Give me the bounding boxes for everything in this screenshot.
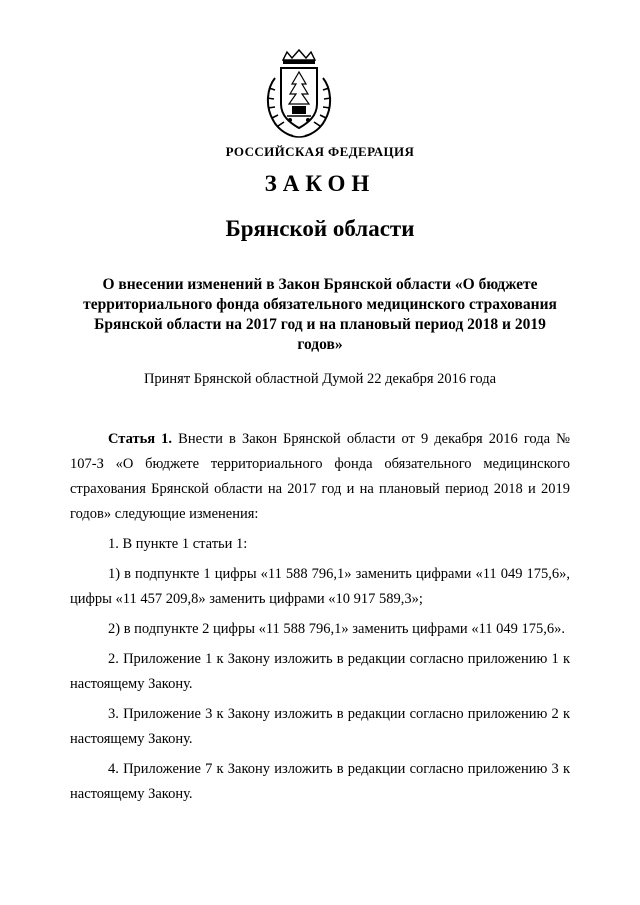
article-intro-paragraph: [70, 427, 570, 527]
article-item: 3. Приложение 3 к Закону изложить в редакции согласно приложению 2 к настоящему Закону.: [70, 706, 570, 747]
article-item: 2. Приложение 1 к Закону изложить в редакции согласно приложению 1 к настоящему Закону.: [70, 651, 570, 692]
article-item: 1. В пункте 1 статьи 1:: [108, 536, 248, 552]
article-body: [70, 427, 570, 807]
federation-heading: РОССИЙСКАЯ ФЕДЕРАЦИЯ: [225, 144, 415, 159]
article-intro-text: Внести в Закон Брянской области от 9 декабря 2016 года № 107-З «О бюджете территориального фонда обязательного медицинского страхования Брянской области на 2017 год и на плановый период 2018 и 2019 годов» следующие изменения:: [70, 431, 571, 522]
bryansk-coat-of-arms-icon: [261, 48, 337, 140]
law-title: О внесении изменений в Закон Брянской области «О бюджете территориального фонда обязательного медицинского страхования Брянской области на 2017 год и на плановый период 2018 и 2019 годов»: [83, 276, 557, 353]
region-heading: Брянской области: [225, 216, 415, 241]
article-item: 1) в подпункте 1 цифры «11 588 796,1» заменить цифрами «11 049 175,6», цифры «11 457 209,8» заменить цифрами «10 917 589,3»;: [70, 566, 570, 607]
law-heading: ЗАКОН: [264, 171, 376, 196]
article-item: 4. Приложение 7 к Закону изложить в редакции согласно приложению 3 к настоящему Закону.: [70, 761, 570, 802]
adoption-note: Принят Брянской областной Думой 22 декабря 2016 года: [143, 371, 497, 387]
article-label: Статья 1.: [108, 431, 173, 447]
article-item: 2) в подпункте 2 цифры «11 588 796,1» заменить цифрами «11 049 175,6».: [108, 621, 566, 637]
